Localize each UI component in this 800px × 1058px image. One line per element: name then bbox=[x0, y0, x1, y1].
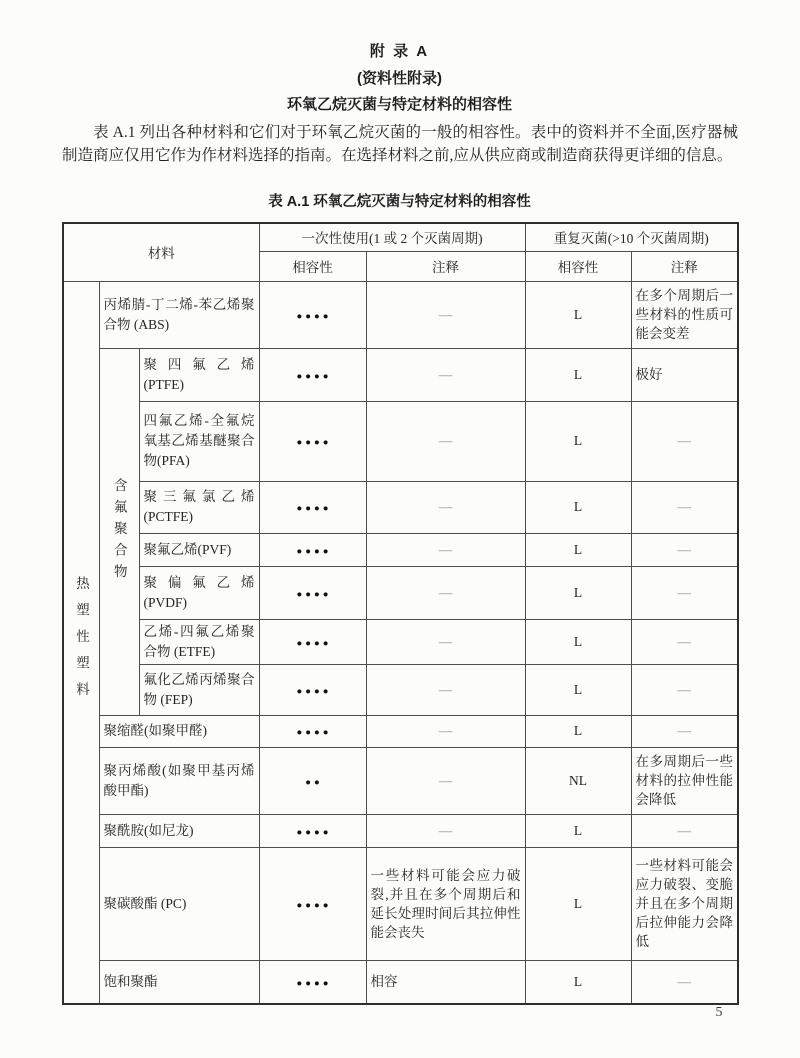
note-cell: 在多个周期后一些材料的性质可能会变差 bbox=[631, 281, 738, 348]
note-cell: — bbox=[366, 664, 525, 715]
compatibility-cell: L bbox=[525, 481, 631, 533]
material-cell: 氟化乙烯丙烯聚合物 (FEP) bbox=[139, 664, 259, 715]
material-cell: 聚偏氟乙烯 (PVDF) bbox=[139, 566, 259, 619]
material-cell: 聚三氟氯乙烯 (PCTFE) bbox=[139, 481, 259, 533]
page-number: 5 bbox=[715, 1005, 723, 1020]
compatibility-cell: ●●●● bbox=[259, 664, 366, 715]
note-cell: — bbox=[631, 481, 738, 533]
note-cell: — bbox=[631, 664, 738, 715]
compatibility-cell: ●●●● bbox=[259, 481, 366, 533]
table-row bbox=[63, 566, 738, 619]
material-cell: 聚丙烯酸(如聚甲基丙烯酸甲酯) bbox=[99, 747, 259, 814]
compatibility-cell: NL bbox=[525, 747, 631, 814]
header-note-2: 注释 bbox=[631, 251, 738, 281]
material-cell: 饱和聚酯 bbox=[99, 960, 259, 1004]
note-cell: — bbox=[366, 348, 525, 401]
note-cell: 相容 bbox=[366, 960, 525, 1004]
table-row bbox=[63, 401, 738, 481]
compatibility-cell: L bbox=[525, 533, 631, 566]
header-note-1: 注释 bbox=[366, 251, 525, 281]
table-row bbox=[63, 847, 738, 960]
table-row bbox=[63, 619, 738, 664]
compatibility-cell: ●●●● bbox=[259, 814, 366, 847]
note-cell: — bbox=[366, 533, 525, 566]
note-cell: — bbox=[631, 566, 738, 619]
header-compat-2: 相容性 bbox=[525, 251, 631, 281]
note-cell: — bbox=[366, 401, 525, 481]
note-cell: — bbox=[631, 619, 738, 664]
note-cell: — bbox=[631, 715, 738, 747]
table-row bbox=[63, 715, 738, 747]
appendix-heading: 环氧乙烷灭菌与特定材料的相容性 bbox=[286, 96, 512, 113]
table-row bbox=[63, 533, 738, 566]
compatibility-cell: L bbox=[525, 814, 631, 847]
note-cell: — bbox=[631, 814, 738, 847]
material-cell: 四氟乙烯-全氟烷氧基乙烯基醚聚合物(PFA) bbox=[139, 401, 259, 481]
material-cell: 聚碳酸酯 (PC) bbox=[99, 847, 259, 960]
note-cell: 一些材料可能会应力破裂,并且在多个周期后和延长处理时间后其拉伸性能会丧失 bbox=[366, 847, 525, 960]
compatibility-cell: ●●●● bbox=[259, 715, 366, 747]
table-row bbox=[63, 281, 738, 348]
note-cell: 极好 bbox=[631, 348, 738, 401]
header-compat-1: 相容性 bbox=[259, 251, 366, 281]
compatibility-cell: ●●●● bbox=[259, 566, 366, 619]
compatibility-cell: ●●●● bbox=[259, 281, 366, 348]
compatibility-cell: L bbox=[525, 281, 631, 348]
note-cell: — bbox=[366, 814, 525, 847]
compatibility-cell: L bbox=[525, 960, 631, 1004]
note-cell: — bbox=[366, 747, 525, 814]
compatibility-cell: ●●●● bbox=[259, 533, 366, 566]
compatibility-cell: L bbox=[525, 566, 631, 619]
compatibility-cell: ●● bbox=[259, 747, 366, 814]
note-cell: — bbox=[631, 401, 738, 481]
material-cell: 聚氟乙烯(PVF) bbox=[139, 533, 259, 566]
header-repeat-use: 重复灭菌(>10 个灭菌周期) bbox=[525, 223, 738, 251]
compatibility-cell: ●●●● bbox=[259, 619, 366, 664]
note-cell: — bbox=[366, 481, 525, 533]
group-label-thermoplastics: 热塑性塑料 bbox=[63, 281, 99, 1004]
note-cell: — bbox=[366, 281, 525, 348]
compatibility-cell: L bbox=[525, 619, 631, 664]
material-cell: 乙烯-四氟乙烯聚合物 (ETFE) bbox=[139, 619, 259, 664]
compatibility-cell: ●●●● bbox=[259, 847, 366, 960]
note-cell: 一些材料可能会应力破裂、变脆并且在多个周期后拉伸能力会降低 bbox=[631, 847, 738, 960]
table-caption: 表 A.1 环氧乙烷灭菌与特定材料的相容性 bbox=[268, 194, 531, 210]
compatibility-cell: ●●●● bbox=[259, 401, 366, 481]
note-cell: — bbox=[366, 715, 525, 747]
table-row bbox=[63, 664, 738, 715]
table-row bbox=[63, 960, 738, 1004]
material-cell: 聚酰胺(如尼龙) bbox=[99, 814, 259, 847]
header-material: 材料 bbox=[63, 223, 259, 281]
note-cell: — bbox=[631, 533, 738, 566]
table-row bbox=[63, 348, 738, 401]
intro-paragraph: 表 A.1 列出各种材料和它们对于环氧乙烷灭菌的一般的相容性。表中的资料并不全面,医疗器械制造商应仅用它作为作材料选择的指南。在选择材料之前,应从供应商或制造商获得更详细的信息。 bbox=[62, 124, 738, 164]
table-row bbox=[63, 814, 738, 847]
table-row bbox=[63, 481, 738, 533]
compatibility-cell: L bbox=[525, 348, 631, 401]
group-label-fluoropolymers: 含氟聚合物 bbox=[99, 348, 139, 715]
note-cell: — bbox=[631, 960, 738, 1004]
compatibility-cell: L bbox=[525, 664, 631, 715]
material-cell: 丙烯腈-丁二烯-苯乙烯聚合物 (ABS) bbox=[99, 281, 259, 348]
material-cell: 聚四氟乙烯 (PTFE) bbox=[139, 348, 259, 401]
header-single-use: 一次性使用(1 或 2 个灭菌周期) bbox=[259, 223, 525, 251]
compatibility-cell: L bbox=[525, 715, 631, 747]
compatibility-cell: L bbox=[525, 847, 631, 960]
compatibility-table bbox=[62, 222, 739, 1005]
appendix-subtitle: (资料性附录) bbox=[357, 70, 442, 87]
note-cell: 在多周期后一些材料的拉伸性能会降低 bbox=[631, 747, 738, 814]
compatibility-cell: L bbox=[525, 401, 631, 481]
compatibility-cell: ●●●● bbox=[259, 960, 366, 1004]
table-row bbox=[63, 747, 738, 814]
compatibility-cell: ●●●● bbox=[259, 348, 366, 401]
appendix-title: 附 录 A bbox=[369, 43, 430, 60]
note-cell: — bbox=[366, 566, 525, 619]
note-cell: — bbox=[366, 619, 525, 664]
material-cell: 聚缩醛(如聚甲醛) bbox=[99, 715, 259, 747]
